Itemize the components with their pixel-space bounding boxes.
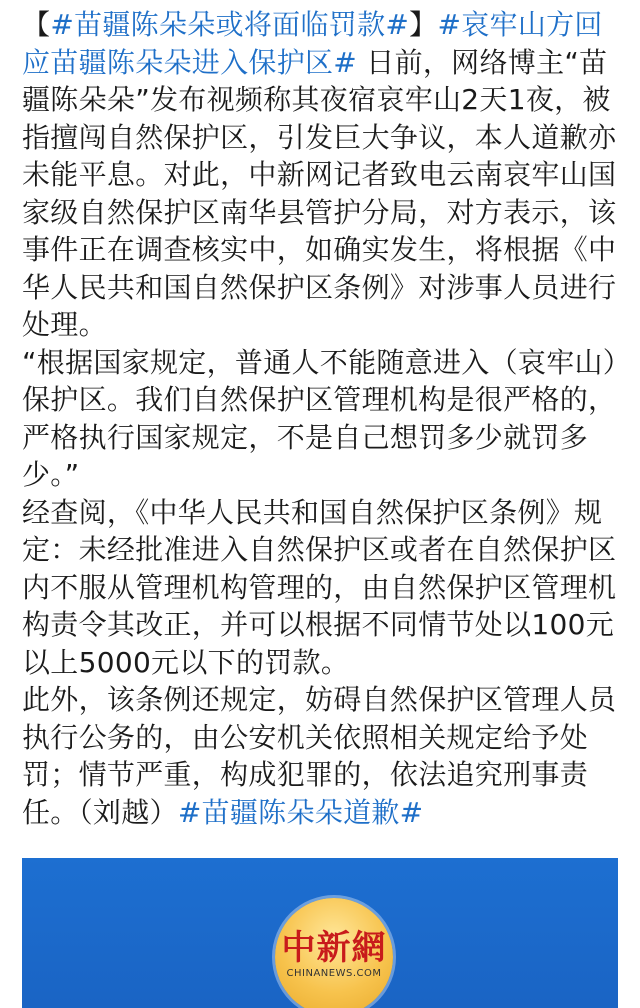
bracket-close: 】 — [409, 8, 438, 41]
attached-image[interactable] — [22, 858, 618, 1008]
paragraph-4 — [22, 681, 622, 831]
paragraph-1-text: 日前，网络博主“苗疆陈朵朵”发布视频称其夜宿哀牢山2天1夜，被指擅闯自然保护区，引发巨大争议，本人道歉亦未能平息。对此，中新网记者致电云南哀牢山国家级自然保护区南华县管护分局，对方表示，该事件正在调查核实中，如确实发生，将根据《中华人民共和国自然保护区条例》对涉事人员进行处理。 — [22, 45, 617, 341]
chinanews-logo — [275, 898, 393, 1008]
hashtag-response-link[interactable]: #哀牢山方回应苗疆陈朵朵进入保护区# — [22, 8, 603, 79]
paragraph-3: 经查阅，《中华人民共和国自然保护区条例》规定：未经批准进入自然保护区或者在自然保护区内不服从管理机构管理的，由自然保护区管理机构责令其改正，并可以根据不同情节处以100元以上5000元以下的罚款。 — [22, 495, 617, 679]
paragraph-2: “根据国家规定，普通人不能随意进入（哀牢山）保护区。我们自然保护区管理机构是很严格的，严格执行国家规定，不是自己想罚多少就罚多少。” — [22, 345, 618, 491]
post-content — [22, 6, 622, 831]
bracket-open: 【 — [22, 8, 51, 41]
logo-domain: CHINANEWS.COM — [286, 968, 382, 979]
hashtag-fine-link[interactable]: #苗疆陈朵朵或将面临罚款# — [50, 8, 410, 41]
hashtag-apology-link[interactable]: #苗疆陈朵朵道歉# — [177, 795, 424, 829]
paragraph-1 — [22, 6, 622, 344]
logo-wordmark: 中新網 — [281, 928, 387, 968]
paragraph-4-text: 此外，该条例还规定，妨碍自然保护区管理人员执行公务的，由公安机关依照相关规定给予处罚；情节严重，构成犯罪的，依法追究刑事责任。（刘越） — [22, 683, 617, 829]
